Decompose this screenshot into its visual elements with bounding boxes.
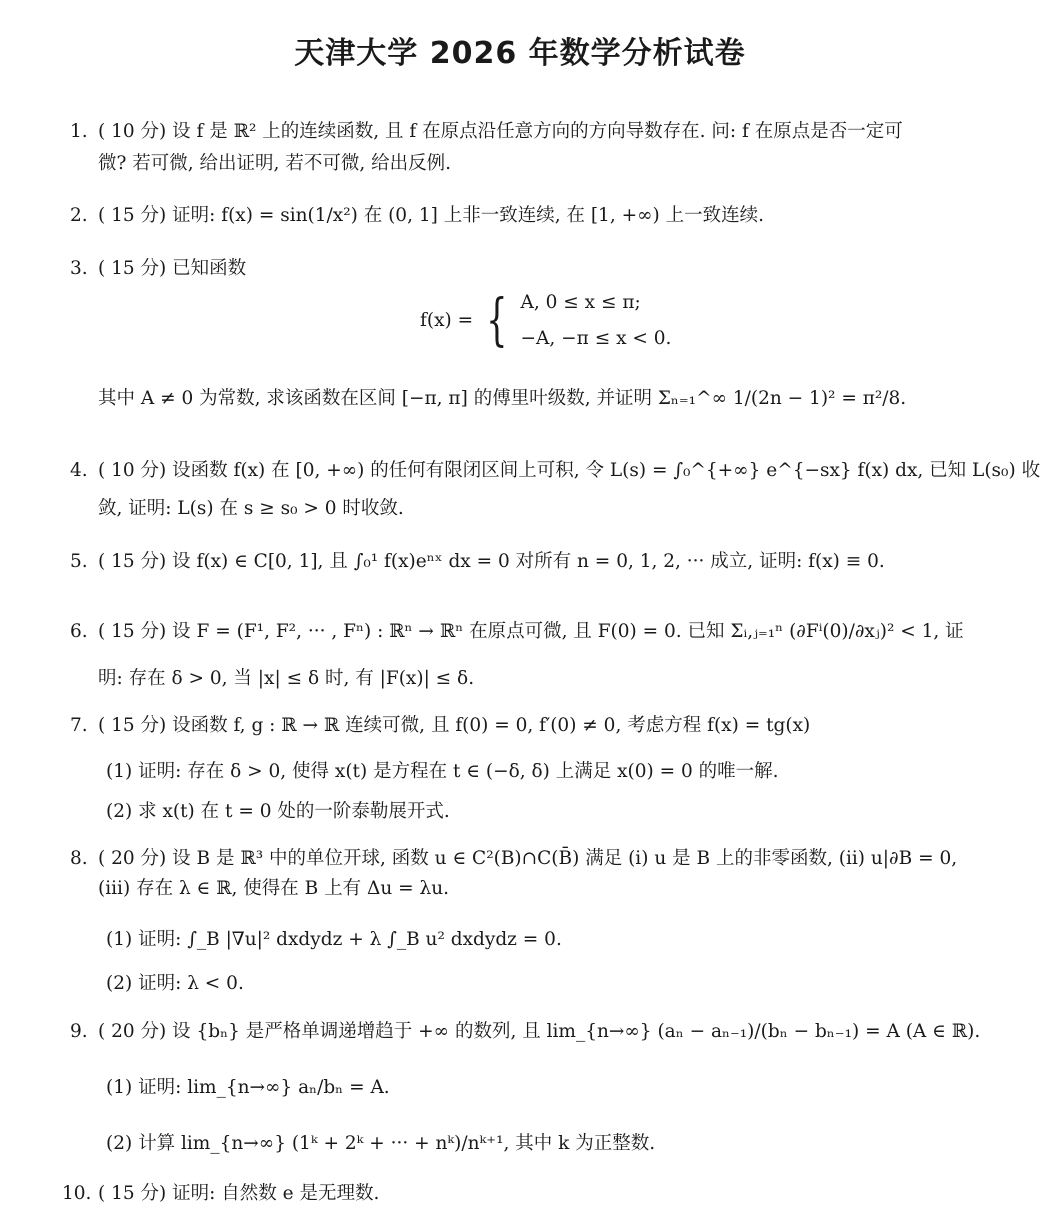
question-6 xyxy=(70,613,990,651)
question-text: ( 15 分) 已知函数 xyxy=(98,258,247,279)
question-6-continuation: 明: 存在 δ > 0, 当 |x| ≤ δ 时, 有 |F(x)| ≤ δ. xyxy=(98,668,475,689)
question-text: ( 15 分) 设函数 f, g : ℝ → ℝ 连续可微, 且 f(0) = 0, f′(0) ≠ 0, 考虑方程 f(x) = tg(x) xyxy=(98,715,811,736)
question-number: 8. xyxy=(70,848,88,869)
page-title: 天津大学 2026 年数学分析试卷 xyxy=(294,36,746,71)
question-text: ( 15 分) 设 F = (F¹, F², ··· , Fⁿ) : ℝⁿ → ℝⁿ 在原点可微, 且 F(0) = 0. 已知 Σᵢ,ⱼ₌₁ⁿ (∂Fⁱ(0)/∂xⱼ)² < 1, 证 xyxy=(98,621,964,642)
question-number: 3. xyxy=(70,258,88,279)
question-9-part-1: (1) 证明: lim_{n→∞} aₙ/bₙ = A. xyxy=(106,1077,390,1098)
question-7-part-1: (1) 证明: 存在 δ > 0, 使得 x(t) 是方程在 t ∈ (−δ, δ) 上满足 x(0) = 0 的唯一解. xyxy=(106,761,779,782)
question-number: 2. xyxy=(70,205,88,226)
question-8-part-1: (1) 证明: ∫_B |∇u|² dxdydz + λ ∫_B u² dxdydz = 0. xyxy=(106,929,562,950)
question-number: 5. xyxy=(70,551,88,572)
question-2 xyxy=(70,197,990,235)
question-number: 7. xyxy=(70,715,88,736)
piecewise-formula xyxy=(420,285,671,357)
question-text: ( 15 分) 设 f(x) ∈ C[0, 1], 且 ∫₀¹ f(x)eⁿˣ dx = 0 对所有 n = 0, 1, 2, ··· 成立, 证明: f(x) ≡ 0. xyxy=(98,551,885,572)
question-text: ( 10 分) 设 f 是 ℝ² 上的连续函数, 且 f 在原点沿任意方向的方向导数存在. 问: f 在原点是否一定可 xyxy=(98,121,903,142)
question-7-part-2: (2) 求 x(t) 在 t = 0 处的一阶泰勒展开式. xyxy=(106,801,450,822)
question-4 xyxy=(70,452,1040,490)
question-text: ( 15 分) 证明: 自然数 e 是无理数. xyxy=(98,1183,380,1204)
question-text: ( 15 分) 证明: f(x) = sin(1/x²) 在 (0, 1] 上非一致连续, 在 [1, +∞) 上一致连续. xyxy=(98,205,764,226)
question-8-continuation: (iii) 存在 λ ∈ ℝ, 使得在 B 上有 Δu = λu. xyxy=(98,878,450,899)
brace-icon: { xyxy=(486,288,508,353)
formula-case-1: A, 0 ≤ x ≤ π; xyxy=(520,292,641,313)
question-4-continuation: 敛, 证明: L(s) 在 s ≥ s₀ > 0 时收敛. xyxy=(98,498,404,519)
question-number: 9. xyxy=(70,1021,88,1042)
question-text: ( 10 分) 设函数 f(x) 在 [0, +∞) 的任何有限闭区间上可积, 令 L(s) = ∫₀^{+∞} e^{−sx} f(x) dx, 已知 L(s₀) 收 xyxy=(98,460,1040,481)
question-number: 10. xyxy=(62,1183,92,1204)
formula-case-2: −A, −π ≤ x < 0. xyxy=(520,328,672,349)
question-text: ( 20 分) 设 B 是 ℝ³ 中的单位开球, 函数 u ∈ C²(B)∩C(B̄) 满足 (i) u 是 B 上的非零函数, (ii) u|∂B = 0, xyxy=(98,848,958,869)
question-7 xyxy=(70,707,990,745)
question-number: 4. xyxy=(70,460,88,481)
question-8-part-2: (2) 证明: λ < 0. xyxy=(106,973,244,994)
question-number: 6. xyxy=(70,621,88,642)
question-9-part-2: (2) 计算 lim_{n→∞} (1ᵏ + 2ᵏ + ··· + nᵏ)/nᵏ⁺¹, 其中 k 为正整数. xyxy=(106,1133,656,1154)
question-number: 1. xyxy=(70,121,88,142)
question-3-continuation: 其中 A ≠ 0 为常数, 求该函数在区间 [−π, π] 的傅里叶级数, 并证明 Σₙ₌₁^∞ 1/(2n − 1)² = π²/8. xyxy=(98,388,907,409)
formula-lhs: f(x) = xyxy=(420,310,474,331)
question-10 xyxy=(62,1175,982,1213)
question-9 xyxy=(70,1013,990,1051)
question-3 xyxy=(70,250,990,288)
question-5 xyxy=(70,543,990,581)
question-1-continuation: 微? 若可微, 给出证明, 若不可微, 给出反例. xyxy=(98,153,451,174)
question-text: ( 20 分) 设 {bₙ} 是严格单调递增趋于 +∞ 的数列, 且 lim_{n→∞} (aₙ − aₙ₋₁)/(bₙ − bₙ₋₁) = A (A ∈ ℝ). xyxy=(98,1021,981,1042)
